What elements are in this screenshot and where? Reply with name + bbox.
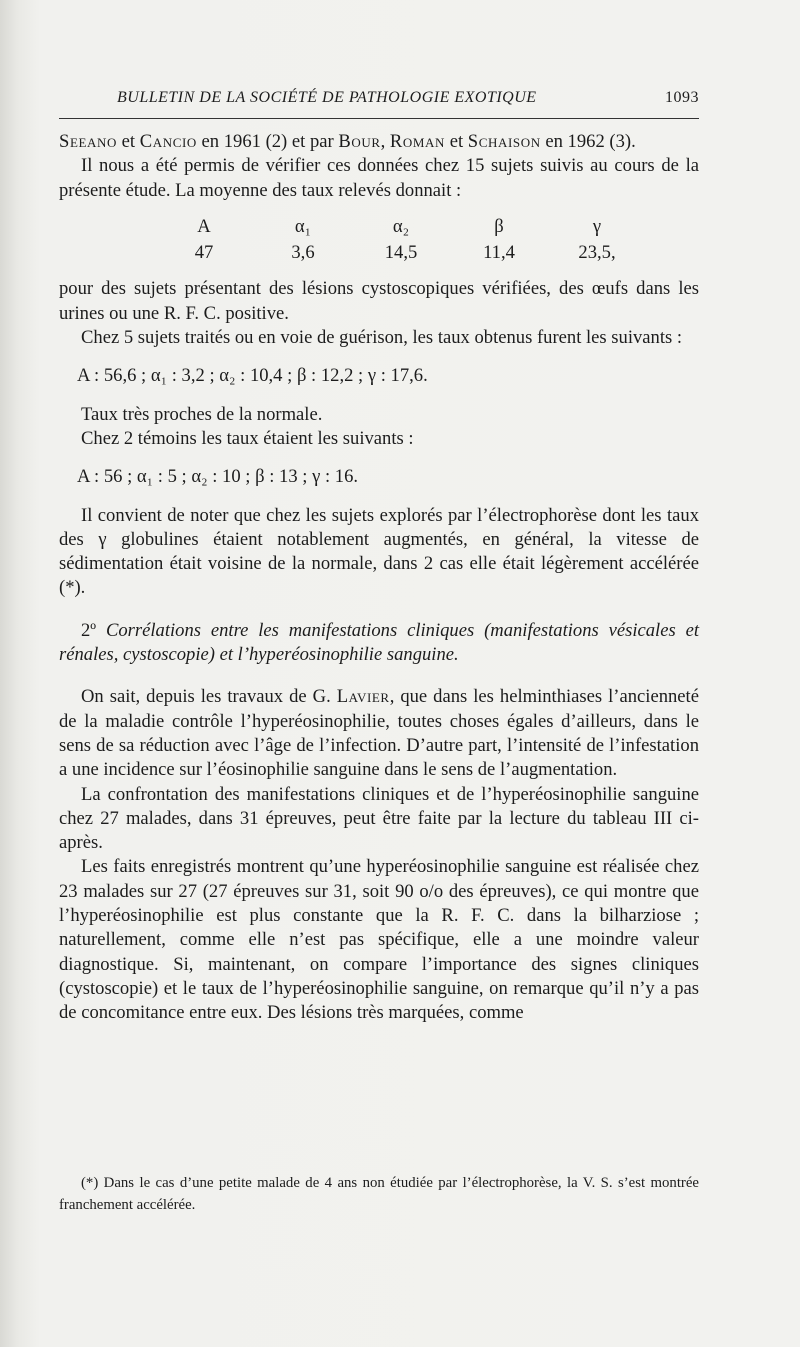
author-name: Roman — [389, 131, 446, 152]
table-header: A — [197, 215, 211, 237]
page-number: 1093 — [665, 89, 699, 106]
paragraph-citations — [59, 130, 699, 154]
paragraph-confrontation: La confrontation des manifestations cliniques et de l’hyperéosinophilie sanguine chez 27 malades, dans 31 épreuves, peut être faite par la lecture du tableau III ci-après. — [59, 783, 699, 854]
section-heading — [59, 619, 699, 668]
paragraph-electrophoresis: Il convient de noter que chez les sujets explorés par l’électrophorèse dont les taux des γ globulines étaient notablement augmentés, en général, la vitesse de sédimentation était voisine de la normale, dans 2 cas elle était légèrement accélérée (*). — [59, 504, 699, 599]
table-cell: 11,4 — [483, 242, 515, 264]
running-title: BULLETIN DE LA SOCIÉTÉ DE PATHOLOGIE EXOTIQUE — [117, 89, 537, 106]
author-name: Schaison — [467, 131, 541, 152]
section-title: Corrélations entre les manifestations cliniques (manifestations vésicales et rénales, cystoscopie) et l’hyperéosinophilie sanguine. — [59, 619, 699, 666]
table-cell: 14,5 — [384, 242, 418, 264]
paragraph-controls: Chez 2 témoins les taux étaient les suivants : — [81, 427, 414, 449]
text-run: en 1962 (3). — [540, 131, 636, 152]
section-number: 2º — [81, 619, 106, 641]
author-name: Lavier — [336, 686, 390, 708]
table-cell: 47 — [194, 242, 214, 264]
running-header — [59, 89, 699, 107]
author-name: Bour — [338, 131, 381, 152]
result-treated: A : 56,6 ; α₁ : 3,2 ; α₂ : 10,4 ; β : 12,2 ; γ : 17,6. — [77, 365, 428, 387]
table-header: α₂ — [392, 215, 410, 237]
text-run: , que dans les helminthiases l’ancienneté de la maladie contrôle l’hyperéosinophilie, toutes choses égales d’ailleurs, dans le sens de sa réduction avec l’âge de l’infection. D’autre part, l’intensité de l’infestation a une incidence sur l’éosinophilie sanguine dans le sens de l’augmentation. — [59, 686, 699, 781]
author-name: Cancio — [139, 131, 197, 152]
paragraph-normal: Taux très proches de la normale. — [81, 403, 323, 425]
paragraph-lavier — [59, 685, 699, 782]
table-header: β — [494, 215, 504, 237]
paragraph-subjects: pour des sujets présentant des lésions cystoscopiques vérifiées, des œufs dans les urines ou une R. F. C. positive. — [59, 278, 699, 324]
page-body — [59, 130, 699, 1026]
paragraph-treated: Chez 5 sujets traités ou en voie de guérison, les taux obtenus furent les suivants : — [81, 327, 683, 349]
text-run: et — [117, 131, 140, 152]
fraction-table — [154, 215, 699, 266]
text-run: en 1961 (2) et par — [196, 131, 339, 152]
paragraph-results: Les faits enregistrés montrent qu’une hyperéosinophilie sanguine est réalisée chez 23 malades sur 27 (27 épreuves sur 31, soit 90 o/o des épreuves), ce qui montre que l’hyperéosinophilie est plus constante que la R. F. C. dans la bilharziose ; naturellement, comme elle n’est pas spécifique, elle a une moindre valeur diagnostique. Si, maintenant, on compare l’importance des signes cliniques (cystoscopie) et le taux de l’hyperéosinophilie sanguine, on remarque qu’il n’y a pas de concomitance entre eux. Des lésions très marquées, comme — [59, 856, 699, 1024]
paragraph-verification: Il nous a été permis de vérifier ces données chez 15 sujets suivis au cours de la présente étude. La moyenne des taux relevés donnait : — [59, 155, 699, 201]
author-name: Seeano — [59, 131, 117, 152]
result-controls: A : 56 ; α₁ : 5 ; α₂ : 10 ; β : 13 ; γ : 16. — [77, 466, 359, 488]
table-header: α₁ — [294, 215, 312, 237]
table-header: γ — [592, 215, 602, 237]
text-run: On sait, depuis les travaux de G. — [81, 686, 337, 708]
table-cell: 23,5, — [578, 242, 616, 264]
table-cell: 3,6 — [291, 242, 315, 264]
header-rule — [59, 118, 699, 119]
footnote — [59, 1172, 699, 1216]
text-run: , — [380, 131, 390, 152]
text-run: et — [445, 131, 468, 152]
footnote-text: (*) Dans le cas d’une petite malade de 4 ans non étudiée par l’électrophorèse, la V. S. s’est montrée franchement accélérée. — [59, 1175, 699, 1213]
